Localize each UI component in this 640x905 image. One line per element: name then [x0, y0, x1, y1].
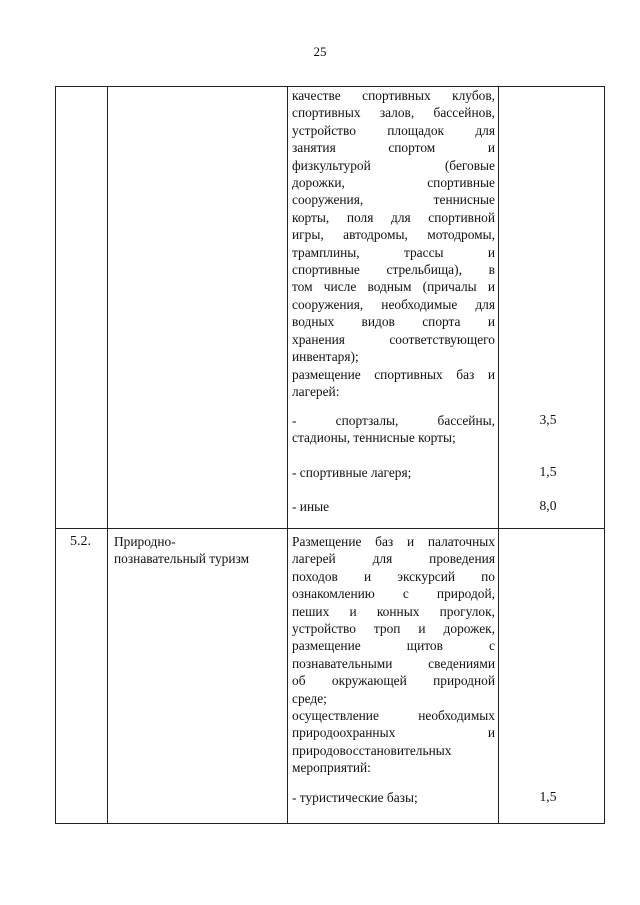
- desc-line: дорожки, спортивные: [292, 175, 495, 191]
- row-number: 5.2.: [70, 534, 91, 549]
- desc-line: сооружения, необходимые для: [292, 296, 495, 312]
- desc-line: спортивных залов, бассейнов,: [292, 105, 495, 121]
- desc-line: походов и экскурсий по: [292, 568, 495, 584]
- desc-line: водных видов спорта и: [292, 314, 495, 330]
- desc-line: среде;: [292, 690, 327, 706]
- desc-line: игры, автодромы, мотодромы,: [292, 227, 495, 243]
- desc-line: лагерей для проведения: [292, 551, 495, 567]
- desc-line: том числе водным (причалы и: [292, 279, 495, 295]
- desc-line: мероприятий:: [292, 760, 371, 776]
- item-tourist-bases: [292, 789, 495, 806]
- desc-line: осуществление необходимых: [292, 708, 495, 724]
- item-other: [292, 498, 495, 515]
- name-line: познавательный туризм: [114, 551, 250, 567]
- item-line: стадионы, теннисные корты;: [292, 430, 456, 446]
- desc-line: размещение щитов с: [292, 638, 495, 654]
- desc-line: размещение спортивных баз и: [292, 366, 495, 382]
- desc-line: познавательными сведениями: [292, 655, 495, 671]
- desc-line: устройство площадок для: [292, 122, 495, 138]
- value-other: 8,0: [539, 498, 557, 513]
- item-line: - спортзалы, бассейны,: [292, 413, 495, 428]
- item-sports-camps: [292, 464, 495, 481]
- desc-line: пеших и конных прогулок,: [292, 603, 495, 619]
- desc-line: корты, поля для спортивной: [292, 209, 495, 225]
- desc-line: хранения соответствующего: [292, 331, 495, 347]
- item-line: - иные: [292, 499, 330, 514]
- desc-line: ознакомлению с природой,: [292, 586, 495, 602]
- desc-line: сооружения, теннисные: [292, 192, 495, 208]
- item-line: - спортивные лагеря;: [292, 465, 412, 480]
- page-number: 25: [313, 44, 327, 59]
- col-border-right: [604, 86, 605, 824]
- value-tourist-bases: 1,5: [539, 789, 557, 804]
- desc-line: трамплины, трассы и: [292, 244, 495, 260]
- desc-line: занятия спортом и: [292, 140, 495, 156]
- col-border-2: [287, 86, 288, 824]
- value-sports-camps: 1,5: [539, 464, 557, 479]
- col-border-3: [498, 86, 499, 824]
- name-line: Природно-: [114, 534, 176, 549]
- value-sports-halls: 3,5: [539, 412, 557, 427]
- desc-line: об окружающей природной: [292, 673, 495, 689]
- row-name: [114, 533, 284, 568]
- desc-line: физкультурой (беговые: [292, 157, 495, 173]
- desc-line: устройство троп и дорожек,: [292, 621, 495, 637]
- desc-line: качестве спортивных клубов,: [292, 88, 495, 103]
- desc-line: природовосстановительных: [292, 742, 452, 758]
- desc-line: инвентаря);: [292, 349, 359, 365]
- row-divider: [55, 528, 605, 529]
- item-sports-halls: [292, 412, 495, 447]
- row-5-2-description: [292, 533, 495, 777]
- desc-line: природоохранных и: [292, 725, 495, 741]
- table-bottom-border: [55, 823, 605, 824]
- col-border-left: [55, 86, 56, 824]
- item-line: - туристические базы;: [292, 790, 418, 805]
- desc-line: спортивные стрельбища), в: [292, 262, 495, 278]
- col-border-1: [107, 86, 108, 824]
- continued-description: [292, 87, 495, 400]
- desc-line: лагерей:: [292, 383, 340, 399]
- desc-line: Размещение баз и палаточных: [292, 534, 495, 549]
